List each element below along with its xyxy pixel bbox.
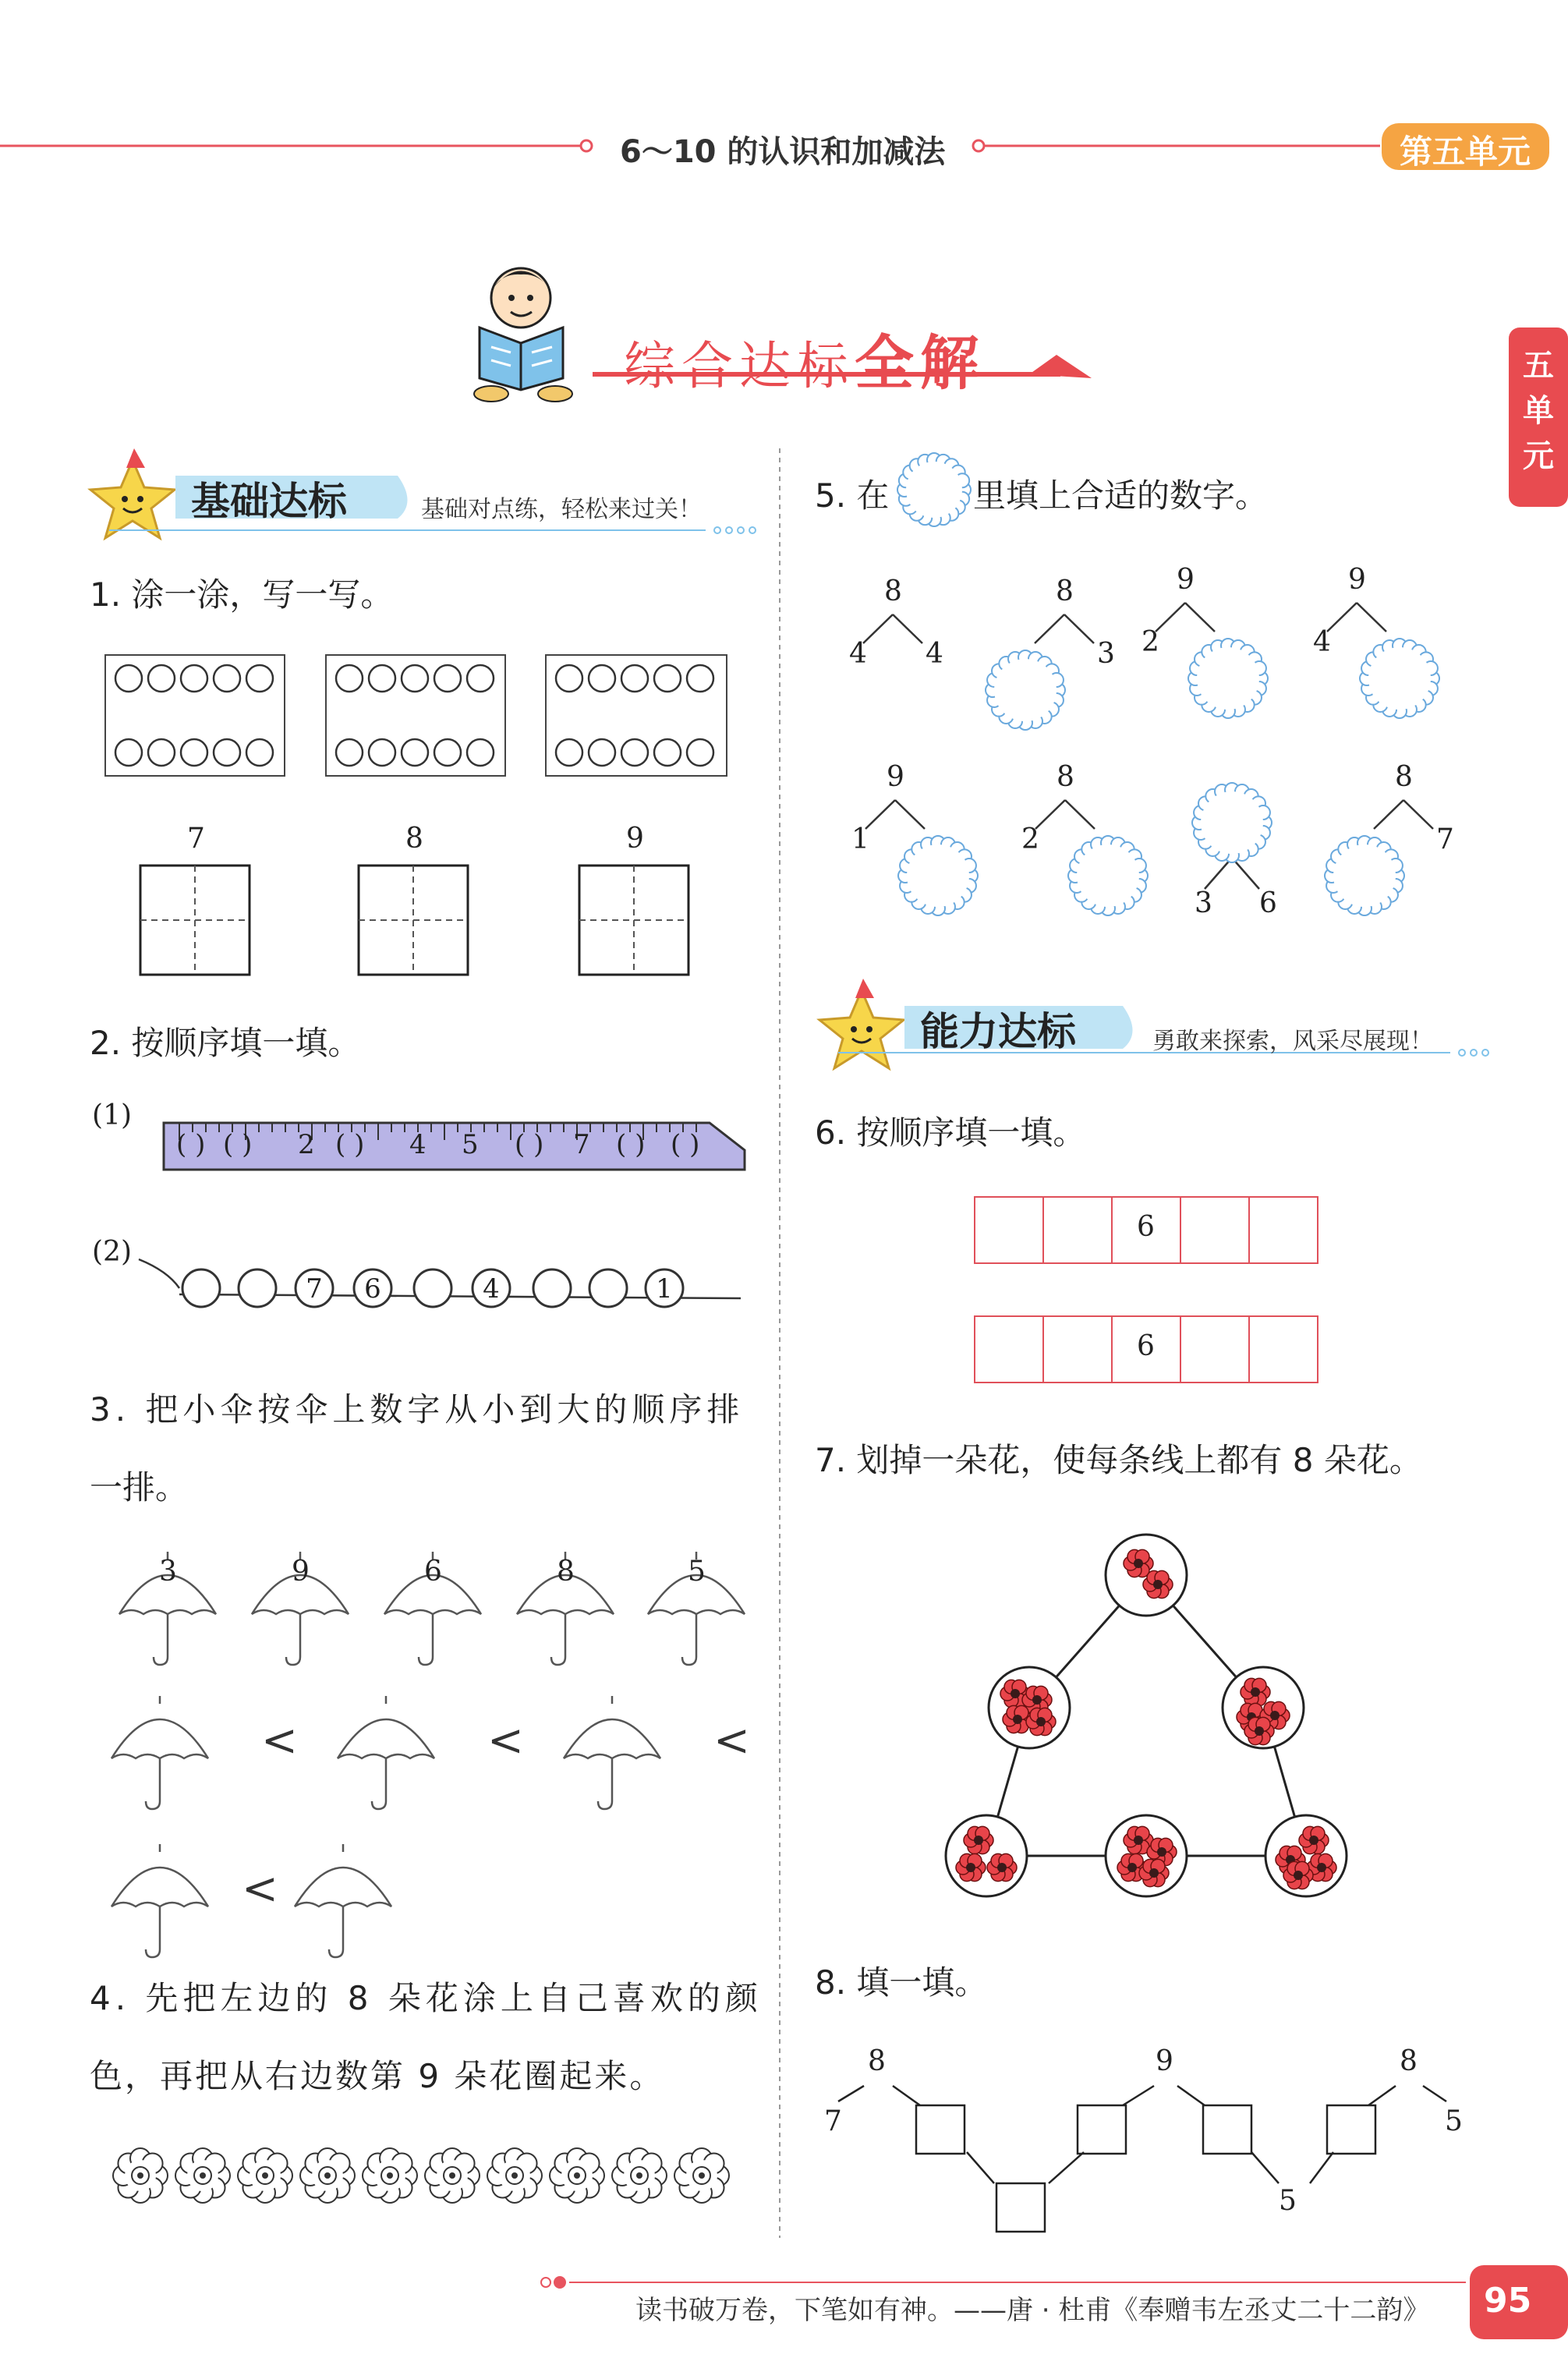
bond-number: 8 <box>1057 761 1074 793</box>
q1-label: 7 <box>187 823 205 855</box>
question-1: 1. 涂一涂，写一写。 <box>90 575 394 614</box>
ruler-cell: 5 <box>462 1129 479 1160</box>
umbrella-number: 8 <box>557 1556 575 1588</box>
bond-number: 2 <box>1141 626 1159 658</box>
section-slogan-ability: 勇敢来探索，风采尽展现！ <box>1152 1028 1433 1055</box>
less-than-sign: < <box>261 1715 298 1766</box>
bond-number: 7 <box>1436 823 1454 855</box>
umbrella-number: 6 <box>424 1556 442 1588</box>
umbrella-number: 9 <box>292 1556 310 1588</box>
section-title-basic: 基础达标 <box>191 479 347 524</box>
q1-label: 9 <box>626 823 644 855</box>
ruler-cell: ( ) <box>616 1129 646 1160</box>
ruler-cell: 4 <box>409 1129 427 1160</box>
question-3-line-2: 一排。 <box>90 1468 189 1506</box>
less-than-sign: < <box>713 1715 750 1766</box>
bead-number: 4 <box>483 1273 500 1305</box>
ruler-cell: 7 <box>573 1129 590 1160</box>
banner-title-part-b: 全解 <box>855 328 986 398</box>
question-5-prefix: 5. 在 <box>815 476 890 515</box>
bond-number: 8 <box>1056 575 1074 607</box>
less-than-sign: < <box>487 1715 524 1766</box>
bead-number: 6 <box>364 1273 381 1305</box>
bond-number: 1 <box>851 823 869 855</box>
header-title: 6～10 的认识和加减法 <box>620 134 946 170</box>
question-2: 2. 按顺序填一填。 <box>90 1024 361 1062</box>
bond-number: 8 <box>1395 761 1413 793</box>
ruler-cell: ( ) <box>176 1129 206 1160</box>
ruler-cell: ( ) <box>515 1129 544 1160</box>
bond-number: 8 <box>884 575 902 607</box>
q8-label: 5 <box>1279 2185 1297 2217</box>
section-slogan-basic: 基础对点练，轻松来过关！ <box>421 496 702 523</box>
bond-number: 9 <box>1348 564 1366 596</box>
bead-number: 1 <box>656 1273 673 1305</box>
bond-number: 4 <box>849 638 867 670</box>
question-7: 7. 划掉一朵花，使每条线上都有 8 朵花。 <box>815 1441 1422 1479</box>
bead-number: 7 <box>306 1273 323 1305</box>
question-5-suffix: 里填上合适的数字。 <box>973 476 1269 515</box>
q8-label: 8 <box>868 2045 886 2077</box>
question-8: 8. 填一填。 <box>815 1963 988 2002</box>
question-3-line-1: 3. 把小伞按伞上数字从小到大的顺序排 <box>90 1390 745 1429</box>
page-number: 95 <box>1484 2281 1532 2321</box>
side-tab-char: 单 <box>1523 393 1554 429</box>
umbrella-number: 5 <box>688 1556 706 1588</box>
grid-number: 6 <box>1137 1330 1155 1362</box>
bond-number: 9 <box>887 761 904 793</box>
side-tab-char: 五 <box>1523 348 1554 384</box>
question-6: 6. 按顺序填一填。 <box>815 1113 1086 1152</box>
footer-quote: 读书破万卷，下笔如有神。——唐 · 杜甫《奉赠韦左丞丈二十二韵》 <box>635 2295 1430 2326</box>
question-4-line-1: 4. 先把左边的 8 朵花涂上自己喜欢的颜 <box>90 1979 763 2017</box>
bond-number: 4 <box>926 638 943 670</box>
banner-title-part-a: 综合达标 <box>624 336 855 396</box>
section-title-ability: 能力达标 <box>920 1009 1076 1054</box>
ruler-cell: ( ) <box>671 1129 700 1160</box>
bond-number: 3 <box>1097 638 1115 670</box>
less-than-sign: < <box>242 1864 278 1914</box>
umbrella-number: 3 <box>159 1556 177 1588</box>
unit-badge: 第五单元 <box>1400 133 1531 171</box>
bond-number: 2 <box>1021 823 1039 855</box>
bond-number: 6 <box>1259 887 1277 919</box>
q1-label: 8 <box>405 823 423 855</box>
ruler-cell: ( ) <box>335 1129 365 1160</box>
ruler-cell: 2 <box>298 1129 315 1160</box>
bond-number: 3 <box>1195 887 1212 919</box>
q8-label: 5 <box>1445 2105 1463 2137</box>
bond-number: 4 <box>1313 626 1331 658</box>
side-tab-char: 元 <box>1523 438 1554 474</box>
question-4-line-2: 色，再把从右边数第 9 朵花圈起来。 <box>90 2057 665 2095</box>
q8-label: 8 <box>1400 2045 1418 2077</box>
bond-number: 9 <box>1177 564 1195 596</box>
grid-number: 6 <box>1137 1211 1155 1243</box>
q8-label: 7 <box>824 2105 842 2137</box>
q8-label: 9 <box>1156 2045 1173 2077</box>
q2-part-2: (2) <box>92 1236 132 1268</box>
q2-part-1: (1) <box>92 1099 132 1131</box>
ruler-cell: ( ) <box>223 1129 253 1160</box>
